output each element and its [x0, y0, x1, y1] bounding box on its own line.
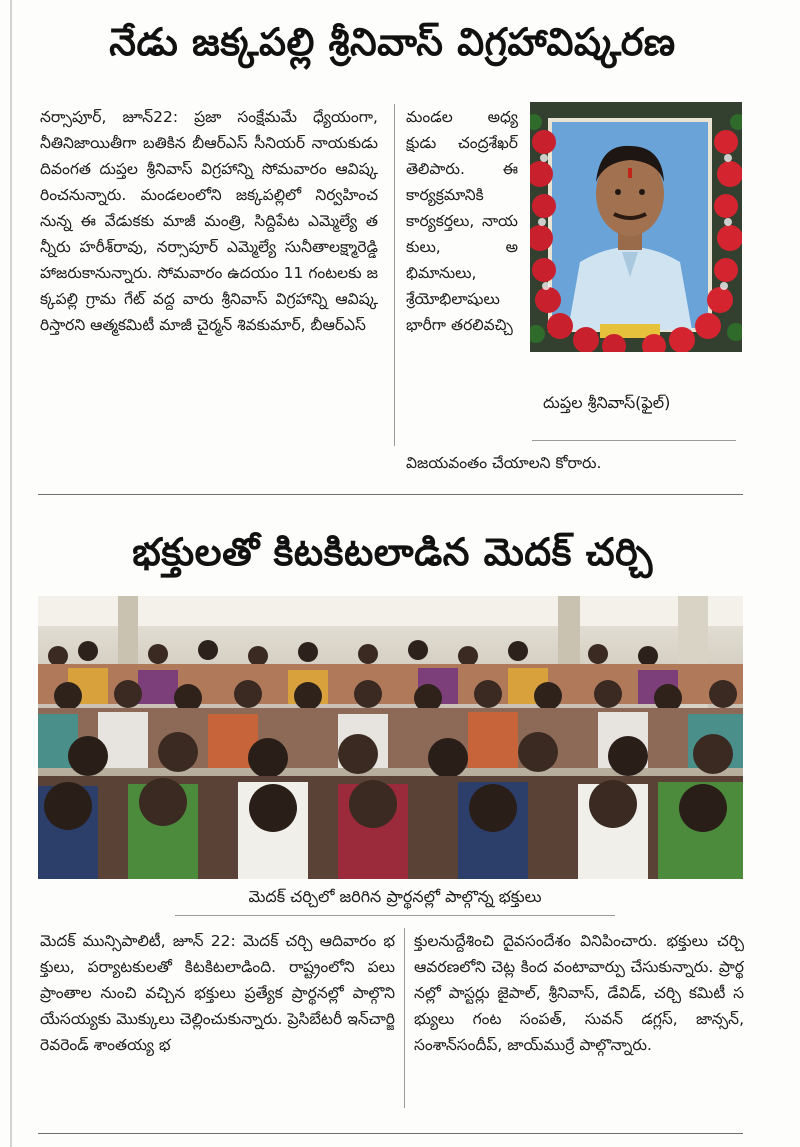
church-crowd-photo — [38, 596, 743, 879]
page-edge-line — [10, 0, 12, 1147]
article1-closing-line: విజయవంతం చేయాలని కోరారు. — [406, 454, 602, 472]
photo-caption-underline — [175, 915, 615, 916]
article2-headline: భక్తులతో కిటకిటలాడిన మెదక్ చర్చి — [132, 530, 653, 574]
article1-column-divider — [394, 104, 395, 446]
article1-headline: నేడు జక్కపల్లి శ్రీనివాస్ విగ్రహావిష్కరణ — [109, 20, 676, 64]
article2-column-divider — [404, 928, 405, 1108]
article1-column1-text: నర్సాపూర్, జూన్22: ప్రజా సంక్షేమమే ధ్యేయంగా, నీతినిజాయితీగా బతికిన బీఆర్ఎస్ సీనియర్ నాయకుడు దివంగత దుప్తల శ్రీనివాస్ విగ్రహాన్ని సోమవారం ఆవిష్కరించనున్నారు. మండలంలోని జక్కపల్లిలో నిర్వహించనున్న ఈ వేడుకకు మాజీ మంత్రి, సిద్దిపేట ఎమ్మెల్యే తన్నీరు హరీశ్‌రావు, నర్సాపూర్ ఎమ్మెల్యే సునీతాలక్ష్మారెడ్డి హాజరుకానున్నారు. సోమవారం ఉదయం 11 గంటలకు జక్కపల్లి గ్రామ గేట్ వద్ద వారు శ్రీనివాస్ విగ్రహాన్ని ఆవిష్కరిస్తారని ఆత్మకమిటీ మాజీ చైర్మన్ శివకుమార్, బీఆర్ఎస్ — [40, 108, 378, 334]
church-photo-caption: మెదక్ చర్చిలో జరిగిన ప్రార్థనల్లో పాల్గొన్న భక్తులు — [248, 887, 542, 906]
article2-column2-text: క్తులనుద్దేశించి దైవసందేశం వినిపించారు. భక్తులు చర్చి ఆవరణలోని చెట్ల కింద వంటావార్పు చేసుకున్నారు. ప్రార్థనల్లో పాస్టర్లు జైపాల్, శ్రీనివాస్, డేవిడ్, చర్చి కమిటీ సభ్యులు గంట సంపత్, సువన్ డగ్లస్, జాన్సన్, సంశాన్‌సందీప్, జాయ్‌ముర్రే పాల్గొన్నారు. — [414, 932, 744, 1054]
article1-column2-text: మండల అధ్యక్షుడు చంద్రశేఖర్ తెలిపారు. ఈ కార్యక్రమానికి కార్యకర్తలు, నాయకులు, అభిమానులు, శ్రేయోభిలాషులు భారీగా తరలివచ్చి — [406, 108, 518, 334]
portrait-photo — [530, 102, 742, 352]
article-separator — [38, 494, 743, 495]
article2-column1-text: మెదక్ మున్సిపాలిటీ, జూన్ 22: మెదక్ చర్చి ఆదివారం భక్తులు, పర్యాటకులతో కిటకిటలాడింది. రాష్ట్రంలోని పలు ప్రాంతాల నుంచి వచ్చిన భక్తులు ప్రత్యేక ప్రార్థనల్లో పాల్గొని యేసయ్యకు మొక్కులు చెల్లించుకున్నారు. ప్రెసిబేటరీ ఇన్‌చార్జి రెవరెండ్ శాంతయ్య భ — [40, 932, 395, 1054]
bottom-separator — [38, 1133, 743, 1134]
portrait-caption: దుప్తల శ్రీనివాస్(ఫైల్) — [543, 393, 671, 412]
caption-underline — [532, 440, 736, 441]
